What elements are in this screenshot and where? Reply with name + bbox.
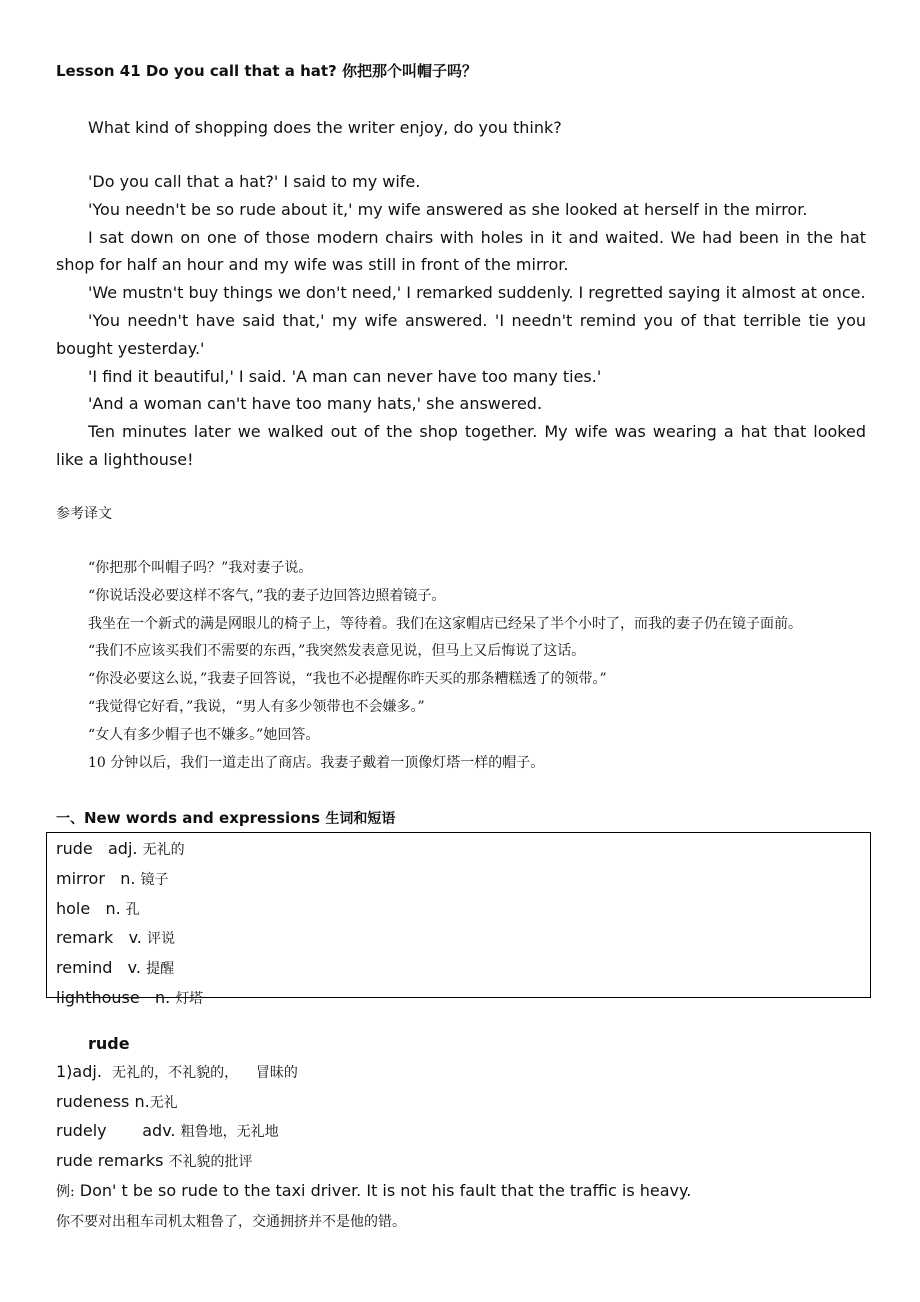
story-paragraph: 'I find it beautiful,' I said. 'A man can never have too many ties.' xyxy=(88,366,602,386)
story-paragraph: I sat down on one of those modern chairs with holes in it and waited. We had been in the hat shop for half an hour and my wife was still in front of the mirror. xyxy=(56,227,866,275)
story-paragraph: 'You needn't be so rude about it,' my wife answered as she looked at herself in the mirror. xyxy=(88,199,808,219)
translation-paragraph: “你说话没必要这样不客气，”我的妻子边回答边照着镜子。 xyxy=(88,587,446,604)
vocab-word: hole xyxy=(56,898,91,918)
detail-derived xyxy=(56,1088,866,1118)
vocab-meaning: 评说 xyxy=(146,931,175,948)
story-text xyxy=(56,168,866,474)
detail-phrase-en: rude remarks xyxy=(56,1151,164,1171)
vocab-word: remind xyxy=(56,958,113,978)
detail-derived-word: rudeness n. xyxy=(56,1091,150,1111)
section-title-en: New words and expressions xyxy=(84,809,321,827)
detail-phrase xyxy=(56,1147,866,1177)
section-heading xyxy=(56,808,395,828)
vocab-word: lighthouse xyxy=(56,987,140,1007)
story-paragraph: 'We mustn't buy things we don't need,' I remarked suddenly. I regretted saying it almost at once. xyxy=(88,283,866,303)
detail-example xyxy=(56,1177,866,1207)
translation-text xyxy=(56,555,866,777)
example-en: Don' t be so rude to the taxi driver. It is not his fault that the traffic is heavy. xyxy=(74,1180,692,1200)
vocab-row xyxy=(56,924,870,954)
detail-derived xyxy=(56,1117,866,1147)
word-detail xyxy=(56,1030,866,1237)
vocab-word: remark xyxy=(56,928,114,948)
vocab-word: rude xyxy=(56,839,93,858)
vocab-pos: n. xyxy=(105,898,121,918)
example-label: 例: xyxy=(56,1183,75,1200)
translation-paragraph: 我坐在一个新式的满是网眼儿的椅子上，等待着。我们在这家帽店已经呆了半个小时了，而我的妻子仍在镜子面前。 xyxy=(88,615,802,632)
detail-derived-meaning: 无礼 xyxy=(149,1094,178,1111)
translation-paragraph: “女人有多少帽子也不嫌多。”她回答。 xyxy=(88,726,320,743)
section-prefix: 一、 xyxy=(56,811,84,827)
vocab-meaning: 提醒 xyxy=(146,961,175,978)
story-paragraph: 'You needn't have said that,' my wife answered. 'I needn't remind you of that terrible tie you bought yesterday.' xyxy=(56,310,866,358)
translation-paragraph: “你把那个叫帽子吗？”我对妻子说。 xyxy=(88,560,313,576)
vocab-row xyxy=(56,984,870,1014)
vocab-row xyxy=(56,865,870,895)
translation-paragraph: “我们不应该买我们不需要的东西，”我突然发表意见说，但马上又后悔说了这话。 xyxy=(88,643,586,660)
detail-sense-pos: 1)adj. xyxy=(56,1061,102,1081)
detail-derived-word: rudely adv. xyxy=(56,1121,176,1141)
vocab-meaning: 镜子 xyxy=(140,871,169,888)
pre-reading-question xyxy=(56,114,866,142)
lesson-title-zh: 你把那个叫帽子吗？ xyxy=(342,62,478,80)
vocab-row xyxy=(56,895,870,925)
detail-derived-meaning: 粗鲁地，无礼地 xyxy=(180,1124,279,1141)
vocab-meaning: 灯塔 xyxy=(175,990,204,1007)
example-zh: 你不要对出租车司机太粗鲁了，交通拥挤并不是他的错。 xyxy=(56,1213,406,1230)
story-paragraph: 'Do you call that a hat?' I said to my wife. xyxy=(88,172,421,191)
lesson-title-en: Lesson 41 Do you call that a hat? xyxy=(56,62,337,80)
translation-paragraph: “我觉得它好看，”我说，“男人有多少领带也不会嫌多。” xyxy=(88,698,425,715)
vocab-pos: n. xyxy=(120,868,136,888)
vocab-word: mirror xyxy=(56,868,105,888)
translation-paragraph: 10 分钟以后，我们一道走出了商店。我妻子戴着一顶像灯塔一样的帽子。 xyxy=(88,754,545,771)
detail-sense xyxy=(56,1058,866,1088)
detail-phrase-zh: 不礼貌的批评 xyxy=(168,1154,253,1171)
vocab-pos: v. xyxy=(127,958,141,978)
story-paragraph: Ten minutes later we walked out of the shop together. My wife was wearing a hat that looked like a lighthouse! xyxy=(56,422,866,469)
vocab-row xyxy=(56,835,870,865)
detail-example-translation xyxy=(56,1207,866,1237)
lesson-title xyxy=(56,60,477,81)
vocab-pos: n. xyxy=(154,987,171,1007)
translation-paragraph: “你没必要这么说，”我妻子回答说，“我也不必提醒你昨天买的那条糟糕透了的领带。” xyxy=(88,671,607,688)
vocab-row xyxy=(56,954,870,984)
vocab-pos: v. xyxy=(128,928,142,948)
detail-headword: rude xyxy=(88,1034,130,1053)
section-title-zh: 生词和短语 xyxy=(325,811,396,827)
vocab-pos: adj. xyxy=(107,839,138,858)
vocabulary-table xyxy=(46,832,871,1007)
detail-sense-meaning: 无礼的，不礼貌的， 冒昧的 xyxy=(112,1064,298,1081)
story-paragraph: 'And a woman can't have too many hats,' she answered. xyxy=(88,394,543,414)
vocab-meaning: 孔 xyxy=(125,901,140,918)
question-text: What kind of shopping does the writer enjoy, do you think? xyxy=(88,118,562,137)
translation-label: 参考译文 xyxy=(56,506,112,522)
vocab-meaning: 无礼的 xyxy=(142,842,185,858)
